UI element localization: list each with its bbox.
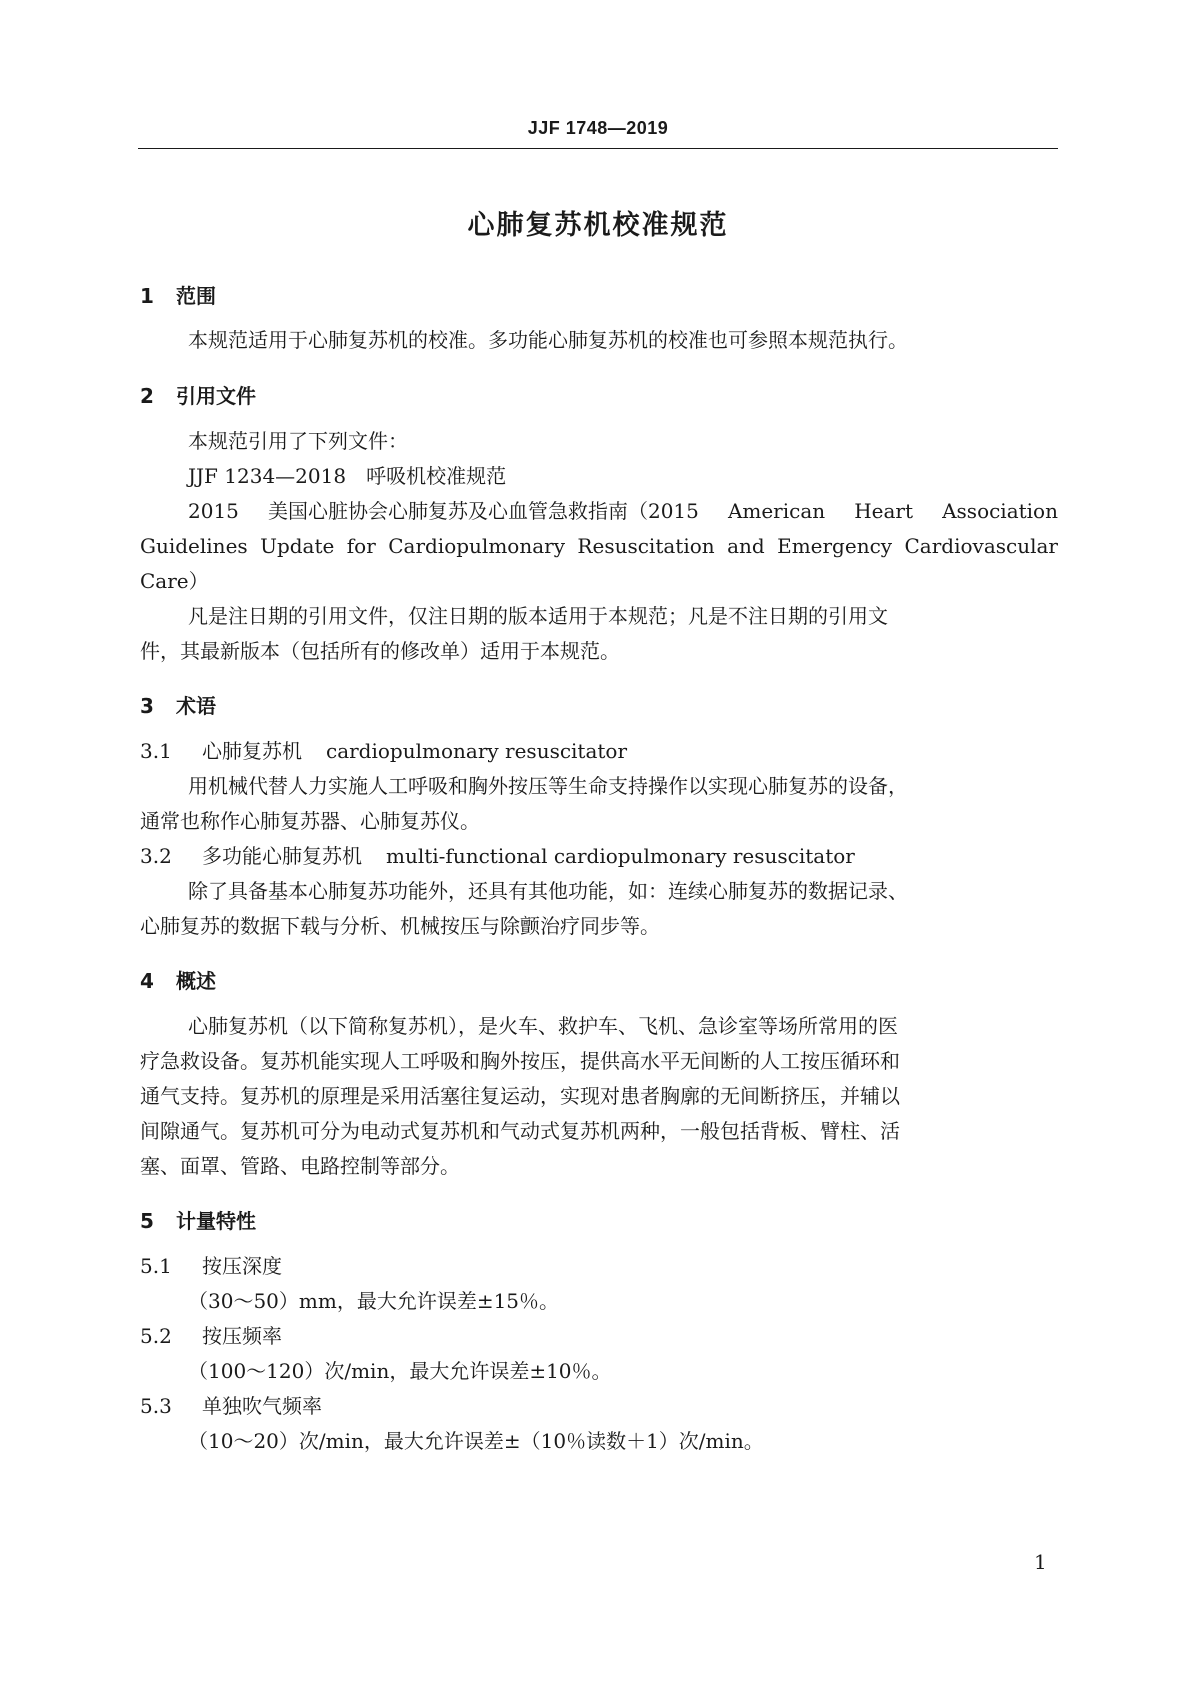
section-number: 5 [140, 1209, 154, 1233]
section-number: 4 [140, 969, 154, 993]
word: 美国心脏协会心肺复苏及心血管急救指南（2015 [267, 499, 699, 523]
section-number: 1 [140, 284, 154, 308]
word: Emergency [777, 534, 893, 558]
word: 2015 [188, 499, 239, 523]
section-title: 术语 [176, 694, 216, 718]
item-5-2-value: （100～120）次/min，最大允许误差±10％。 [188, 1359, 612, 1383]
item-title: 按压深度 [202, 1254, 282, 1278]
item-title: 单独吹气频率 [202, 1394, 322, 1418]
item-number: 5.1 [140, 1254, 172, 1278]
word: for [346, 534, 376, 558]
section-1-heading [140, 280, 216, 309]
item-number: 5.2 [140, 1324, 172, 1348]
overview-line-1: 心肺复苏机（以下简称复苏机），是火车、救护车、飞机、急诊室等场所常用的医 [188, 1014, 898, 1038]
term-3-1-definition-line-2: 通常也称作心肺复苏器、心肺复苏仪。 [140, 809, 480, 833]
page-number: 1 [1034, 1550, 1047, 1574]
overview-line-3: 通气支持。复苏机的原理是采用活塞往复运动，实现对患者胸廓的无间断挤压，并辅以 [140, 1084, 900, 1108]
overview-line-2: 疗急救设备。复苏机能实现人工呼吸和胸外按压，提供高水平无间断的人工按压循环和 [140, 1049, 900, 1073]
item-5-1 [140, 1248, 282, 1284]
term-english: multi-functional cardiopulmonary resuscitator [386, 844, 855, 868]
section-4-heading [140, 965, 216, 994]
section-2-heading [140, 380, 256, 409]
section-number: 2 [140, 384, 154, 408]
item-number: 5.3 [140, 1394, 172, 1418]
section-title: 范围 [176, 284, 216, 308]
term-3-1-definition-line-1: 用机械代替人力实施人工呼吸和胸外按压等生命支持操作以实现心肺复苏的设备， [188, 774, 908, 798]
item-5-2 [140, 1318, 282, 1354]
item-5-1-value: （30～50）mm，最大允许误差±15％。 [188, 1289, 560, 1313]
dated-references-note-line-2: 件，其最新版本（包括所有的修改单）适用于本规范。 [140, 639, 620, 663]
section-title: 引用文件 [176, 384, 256, 408]
dated-references-note-line-1: 凡是注日期的引用文件，仅注日期的版本适用于本规范；凡是不注日期的引用文 [188, 604, 888, 628]
reference-item-2-line-3: Care） [140, 569, 209, 593]
term-number: 3.2 [140, 844, 172, 868]
section-3-heading [140, 690, 216, 719]
word: Guidelines [140, 534, 248, 558]
word: Heart [854, 499, 914, 523]
section-5-heading [140, 1205, 256, 1234]
references-intro: 本规范引用了下列文件： [188, 429, 408, 453]
word: Resuscitation [577, 534, 715, 558]
item-5-3-value: （10～20）次/min，最大允许误差±（10％读数＋1）次/min。 [188, 1429, 764, 1453]
word: Association [942, 499, 1058, 523]
term-english: cardiopulmonary resuscitator [326, 739, 628, 763]
section-number: 3 [140, 694, 154, 718]
overview-line-5: 塞、面罩、管路、电路控制等部分。 [140, 1154, 460, 1178]
term-chinese: 心肺复苏机 [202, 739, 302, 763]
word: Cardiopulmonary [388, 534, 565, 558]
scope-paragraph: 本规范适用于心肺复苏机的校准。多功能心肺复苏机的校准也可参照本规范执行。 [188, 328, 908, 352]
section-title: 概述 [176, 969, 216, 993]
section-title: 计量特性 [176, 1209, 256, 1233]
reference-item-1: JJF 1234—2018 呼吸机校准规范 [188, 464, 507, 488]
term-3-2-definition-line-1: 除了具备基本心肺复苏功能外，还具有其他功能，如：连续心肺复苏的数据记录、 [188, 879, 908, 903]
header-rule [138, 148, 1058, 149]
document-title: 心肺复苏机校准规范 [467, 210, 729, 241]
reference-item-2-line-2 [140, 528, 1058, 564]
term-3-2-definition-line-2: 心肺复苏的数据下载与分析、机械按压与除颤治疗同步等。 [140, 914, 660, 938]
term-3-1 [140, 733, 627, 769]
running-header: JJF 1748—2019 [527, 118, 669, 138]
word: and [727, 534, 765, 558]
term-number: 3.1 [140, 739, 172, 763]
item-title: 按压频率 [202, 1324, 282, 1348]
word: Update [260, 534, 335, 558]
item-5-3 [140, 1388, 322, 1424]
term-chinese: 多功能心肺复苏机 [202, 844, 362, 868]
word: Cardiovascular [904, 534, 1058, 558]
overview-line-4: 间隙通气。复苏机可分为电动式复苏机和气动式复苏机两种，一般包括背板、臂柱、活 [140, 1119, 900, 1143]
reference-item-2-line-1 [188, 493, 1058, 529]
word: American [727, 499, 826, 523]
term-3-2 [140, 838, 855, 874]
